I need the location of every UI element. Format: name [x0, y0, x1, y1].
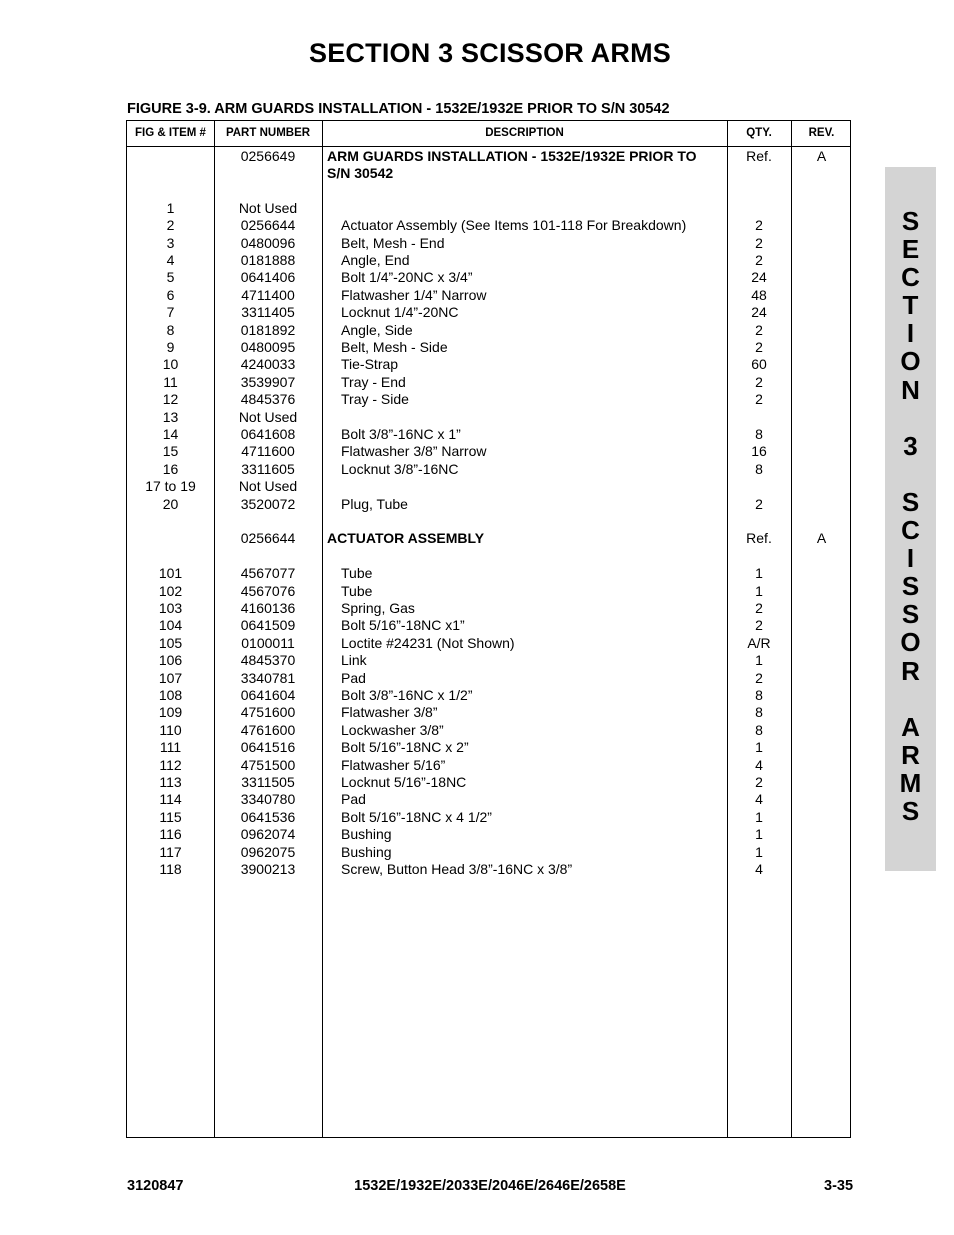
side-tab-letter: N	[901, 374, 920, 405]
description: Tube	[341, 582, 373, 599]
side-tab-letter: C	[901, 262, 920, 293]
side-tab-letter: O	[900, 346, 921, 377]
item-number: 9	[166, 338, 175, 355]
description: Flatwasher 5/16”	[341, 756, 446, 773]
description: Bolt 5/16”-18NC x 4 1/2”	[341, 808, 492, 825]
item-number: 113	[159, 773, 182, 790]
quantity: 60	[751, 356, 767, 373]
table-row	[127, 269, 852, 286]
item-number: 6	[166, 286, 175, 303]
quantity: 2	[755, 617, 763, 634]
item-number: 109	[158, 704, 183, 721]
table-row	[127, 252, 852, 269]
table-row	[127, 757, 852, 774]
side-tab-letter	[885, 404, 936, 432]
side-tab-letter: O	[900, 627, 921, 658]
description: Bolt 3/8”-16NC x 1/2”	[341, 686, 473, 703]
item-number: 12	[162, 391, 179, 408]
table-row	[127, 148, 852, 165]
part-number: Not Used	[238, 408, 298, 425]
part-number: 3311405	[241, 304, 295, 321]
quantity: 16	[751, 443, 767, 460]
description: Flatwasher 3/8” Narrow	[341, 443, 487, 460]
part-number: 3539907	[240, 373, 296, 390]
table-row	[127, 774, 852, 791]
table-row	[127, 826, 852, 843]
item-number: 117	[159, 843, 182, 860]
quantity: 1	[755, 739, 763, 756]
item-number: 104	[158, 617, 183, 634]
header-rev: REV.	[808, 127, 835, 139]
description: Belt, Mesh - Side	[341, 338, 448, 355]
description: Bolt 5/16”-18NC x 2”	[341, 739, 469, 756]
table-row	[127, 617, 852, 634]
part-number: 4751500	[240, 756, 296, 773]
item-number: 1	[166, 199, 175, 216]
header-part-number: PART NUMBER	[225, 127, 311, 139]
item-number: 107	[158, 669, 183, 686]
description: Bushing	[341, 843, 392, 860]
quantity: 1	[755, 652, 763, 669]
part-number: 0256644	[240, 530, 296, 547]
side-tab-letter: 3	[903, 430, 918, 461]
description: ARM GUARDS INSTALLATION - 1532E/1932E PRIOR TO	[327, 147, 697, 164]
table-row	[127, 704, 852, 721]
part-number: 4751600	[240, 704, 296, 721]
description: Actuator Assembly (See Items 101-118 For Breakdown)	[341, 217, 687, 234]
quantity: 1	[755, 843, 763, 860]
description: Locknut 1/4”-20NC	[341, 304, 459, 321]
side-tab-letter: S	[901, 571, 920, 602]
quantity: 8	[755, 721, 763, 738]
header-description: DESCRIPTION	[485, 127, 564, 139]
description: Angle, End	[341, 251, 410, 268]
description: Link	[341, 652, 367, 669]
quantity: 24	[751, 304, 767, 321]
table-row	[127, 496, 852, 513]
item-number: 16	[162, 460, 179, 477]
part-number: 0641406	[240, 269, 296, 286]
quantity: 2	[755, 338, 763, 355]
part-number: 0962075	[240, 843, 296, 860]
part-number: 4567077	[240, 565, 296, 582]
side-tab-letter: A	[901, 711, 920, 742]
part-number: 3311605	[241, 460, 295, 477]
part-number: 4160136	[240, 599, 296, 616]
revision: A	[816, 530, 827, 547]
table-row	[127, 304, 852, 321]
part-number: 0480095	[240, 338, 296, 355]
parts-table	[126, 120, 851, 1138]
item-number: 102	[158, 582, 183, 599]
description: Bolt 1/4”-20NC x 3/4”	[341, 269, 473, 286]
item-number: 108	[158, 686, 183, 703]
side-tab-letter: I	[906, 543, 915, 574]
table-row	[127, 600, 852, 617]
side-tab-letter: M	[899, 767, 922, 798]
item-number: 112	[159, 756, 182, 773]
description: Tray - Side	[341, 391, 409, 408]
side-tab-letter	[885, 685, 936, 713]
side-tab-letter: R	[901, 739, 920, 770]
quantity: 24	[751, 269, 767, 286]
item-number: 11	[163, 373, 178, 390]
table-row	[127, 426, 852, 443]
description: Flatwasher 3/8”	[341, 704, 438, 721]
side-tab-letter: E	[901, 234, 920, 265]
description: Lockwasher 3/8”	[341, 721, 444, 738]
description: ACTUATOR ASSEMBLY	[327, 530, 485, 547]
description: Tie-Strap	[341, 356, 399, 373]
side-tab-letter: R	[901, 655, 920, 686]
description: Pad	[341, 791, 366, 808]
description: Plug, Tube	[341, 495, 408, 512]
side-tab-label	[885, 207, 936, 825]
footer-page-number: 3-35	[824, 1178, 854, 1194]
table-row	[127, 322, 852, 339]
part-number: 0100011	[241, 634, 295, 651]
table-row	[127, 287, 852, 304]
description: Locknut 5/16”-18NC	[341, 773, 467, 790]
item-number: 110	[159, 721, 182, 738]
quantity: 2	[755, 773, 763, 790]
item-number: 5	[166, 269, 175, 286]
table-row	[127, 652, 852, 669]
quantity: 2	[755, 599, 763, 616]
side-tab-letter: T	[902, 290, 919, 321]
part-number: 4711400	[241, 286, 295, 303]
item-number: 15	[162, 443, 179, 460]
part-number: 4240033	[240, 356, 296, 373]
item-number: 14	[162, 425, 179, 442]
item-number: 20	[162, 495, 179, 512]
quantity: 4	[755, 791, 763, 808]
description: Bolt 5/16”-18NC x1”	[341, 617, 465, 634]
quantity: A/R	[747, 634, 771, 651]
part-number: 3900213	[240, 860, 296, 877]
part-number: 0641604	[240, 686, 296, 703]
item-number: 118	[159, 860, 182, 877]
table-row	[127, 861, 852, 878]
description: Screw, Button Head 3/8”-16NC x 3/8”	[341, 860, 573, 877]
quantity: 2	[755, 669, 763, 686]
part-number: 0641516	[240, 739, 296, 756]
description: Tray - End	[341, 373, 406, 390]
item-number: 116	[159, 826, 182, 843]
table-row	[127, 217, 852, 234]
part-number: 0641536	[240, 808, 296, 825]
part-number: 0480096	[240, 234, 296, 251]
item-number: 17 to 19	[145, 478, 196, 495]
table-row	[127, 809, 852, 826]
table-row	[127, 722, 852, 739]
description: Flatwasher 1/4” Narrow	[341, 286, 487, 303]
table-row	[127, 374, 852, 391]
part-number: 3340781	[240, 669, 296, 686]
description: Bushing	[341, 826, 392, 843]
table-row	[127, 200, 852, 217]
side-tab-letter: S	[901, 486, 920, 517]
footer-doc-number: 3120847	[127, 1178, 184, 1194]
description: Belt, Mesh - End	[341, 234, 445, 251]
quantity: 4	[755, 860, 763, 877]
table-row	[127, 182, 852, 199]
quantity: 2	[755, 373, 763, 390]
table-row	[127, 670, 852, 687]
part-number: Not Used	[238, 199, 298, 216]
item-number: 106	[158, 652, 183, 669]
part-number: 3520072	[240, 495, 296, 512]
item-number: 115	[159, 808, 182, 825]
table-row	[127, 339, 852, 356]
table-row	[127, 461, 852, 478]
description: Pad	[341, 669, 366, 686]
part-number: 0181888	[240, 251, 296, 268]
quantity: Ref.	[746, 530, 772, 547]
quantity: 1	[755, 826, 763, 843]
item-number: 114	[159, 791, 182, 808]
description: Locknut 3/8”-16NC	[341, 460, 459, 477]
footer-models: 1532E/1932E/2033E/2046E/2646E/2658E	[354, 1178, 626, 1194]
quantity: 8	[755, 686, 763, 703]
description: Angle, Side	[341, 321, 413, 338]
quantity: 2	[755, 217, 763, 234]
table-row	[127, 409, 852, 426]
part-number: 4567076	[240, 582, 296, 599]
section-side-tab	[885, 167, 936, 871]
quantity: 1	[755, 565, 763, 582]
item-number: 4	[166, 251, 175, 268]
part-number: 0641608	[240, 425, 296, 442]
quantity: 2	[755, 495, 763, 512]
description: Spring, Gas	[341, 599, 415, 616]
quantity: Ref.	[746, 147, 772, 164]
part-number: 3340780	[240, 791, 296, 808]
table-row	[127, 687, 852, 704]
table-row	[127, 478, 852, 495]
table-row	[127, 583, 852, 600]
quantity: 1	[755, 808, 763, 825]
part-number: 0641509	[240, 617, 296, 634]
table-row	[127, 565, 852, 582]
table-row	[127, 513, 852, 530]
quantity: 2	[755, 234, 763, 251]
quantity: 8	[755, 460, 763, 477]
side-tab-letter: S	[901, 206, 920, 236]
figure-title: FIGURE 3-9. ARM GUARDS INSTALLATION - 1532E/1932E PRIOR TO S/N 30542	[127, 101, 670, 117]
quantity: 8	[755, 704, 763, 721]
quantity: 2	[755, 391, 763, 408]
part-number: 4845370	[240, 652, 296, 669]
quantity: 4	[755, 756, 763, 773]
side-tab-letter: I	[906, 318, 915, 349]
table-row	[127, 356, 852, 373]
header-item: FIG & ITEM #	[135, 127, 206, 139]
description: Bolt 3/8”-16NC x 1”	[341, 425, 461, 442]
part-number: 0181892	[240, 321, 296, 338]
item-number: 7	[166, 304, 175, 321]
part-number: 4711600	[241, 443, 295, 460]
part-number: 3311505	[241, 773, 295, 790]
table-row	[127, 443, 852, 460]
part-number: 4761600	[240, 721, 296, 738]
table-row	[127, 548, 852, 565]
quantity: 8	[755, 425, 763, 442]
table-row	[127, 530, 852, 547]
part-number: Not Used	[238, 478, 298, 495]
item-number: 111	[159, 739, 182, 756]
part-number: 0962074	[240, 826, 296, 843]
part-number: 4845376	[240, 391, 296, 408]
item-number: 101	[158, 565, 183, 582]
description: S/N 30542	[327, 164, 394, 181]
item-number: 2	[166, 217, 175, 234]
table-row	[127, 844, 852, 861]
item-number: 13	[162, 408, 179, 425]
table-row	[127, 635, 852, 652]
section-title: SECTION 3 SCISSOR ARMS	[309, 38, 671, 68]
item-number: 8	[166, 321, 175, 338]
table-row	[127, 391, 852, 408]
quantity: 1	[755, 582, 763, 599]
side-tab-letter: S	[901, 599, 920, 630]
quantity: 48	[751, 286, 767, 303]
table-row	[127, 791, 852, 808]
item-number: 105	[158, 634, 183, 651]
part-number: 0256649	[240, 147, 296, 164]
side-tab-letter: S	[901, 795, 920, 826]
side-tab-letter	[885, 460, 936, 488]
item-number: 103	[158, 599, 183, 616]
table-row	[127, 165, 852, 182]
quantity: 2	[755, 321, 763, 338]
description: Loctite #24231 (Not Shown)	[341, 634, 515, 651]
item-number: 10	[162, 356, 179, 373]
part-number: 0256644	[240, 217, 296, 234]
header-qty: QTY.	[746, 127, 772, 139]
revision: A	[816, 147, 827, 164]
table-row	[127, 739, 852, 756]
quantity: 2	[755, 251, 763, 268]
side-tab-letter: C	[901, 515, 920, 546]
description: Tube	[341, 565, 373, 582]
table-row	[127, 235, 852, 252]
item-number: 3	[166, 234, 175, 251]
